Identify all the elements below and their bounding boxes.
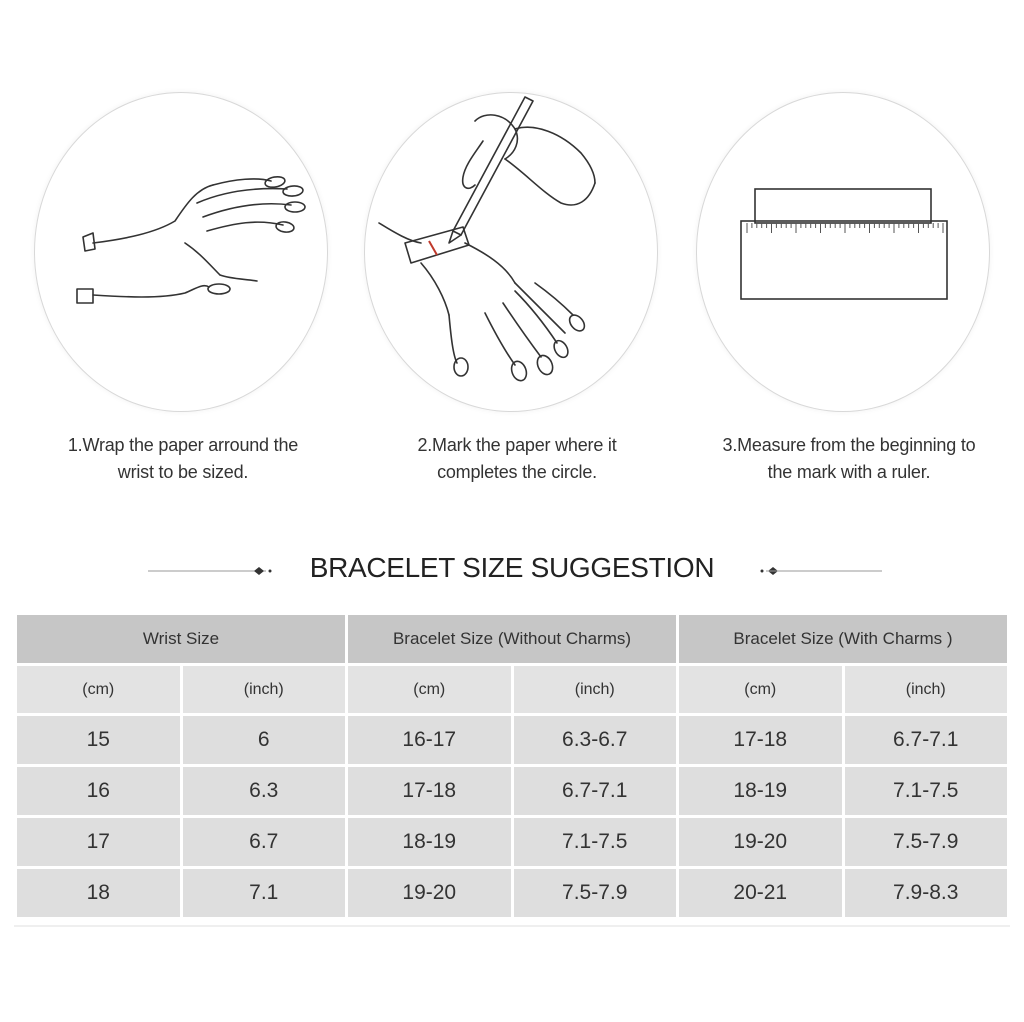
- ruler-icon: [697, 93, 989, 411]
- table-cell: 19-20: [679, 818, 842, 866]
- table-cell: 6.7-7.1: [845, 716, 1008, 764]
- step-1-caption: [18, 432, 348, 486]
- table-cell: 7.1-7.5: [514, 818, 677, 866]
- table-cell: 17-18: [679, 716, 842, 764]
- table-row: [17, 767, 1007, 815]
- title-right-ornament-icon: [756, 548, 886, 592]
- table-units-row: [17, 666, 1007, 713]
- table-cell: 19-20: [348, 869, 511, 917]
- table-cell: 6.3-6.7: [514, 716, 677, 764]
- step-2-illustration: [364, 92, 658, 412]
- header-with-charms: Bracelet Size (With Charms ): [679, 615, 1007, 663]
- header-without-charms: Bracelet Size (Without Charms): [348, 615, 676, 663]
- table-cell: 18-19: [348, 818, 511, 866]
- size-table: [14, 612, 1010, 920]
- step-1-line-1: 1.Wrap the paper arround the: [67, 435, 299, 455]
- step-2-line-2: completes the circle.: [437, 462, 597, 482]
- table-cell: 7.9-8.3: [845, 869, 1008, 917]
- table-bottom-divider: [14, 925, 1010, 927]
- step-2-caption: [352, 432, 682, 486]
- table-cell: 6.7-7.1: [514, 767, 677, 815]
- section-title: BRACELET SIZE SUGGESTION: [309, 552, 715, 583]
- unit-cell: (cm): [348, 666, 511, 713]
- red-mark: [429, 241, 437, 255]
- table-cell: 18-19: [679, 767, 842, 815]
- table-cell: 20-21: [679, 869, 842, 917]
- step-1-illustration: [34, 92, 328, 412]
- table-cell: 17-18: [348, 767, 511, 815]
- wrap-paper-hand-icon: [35, 93, 327, 411]
- header-wrist-size: Wrist Size: [17, 615, 345, 663]
- table-row: [17, 818, 1007, 866]
- table-cell: 7.1-7.5: [845, 767, 1008, 815]
- table-cell: 17: [17, 818, 180, 866]
- unit-cell: (inch): [183, 666, 346, 713]
- table-group-header-row: [17, 615, 1007, 663]
- step-1-line-2: wrist to be sized.: [117, 462, 249, 482]
- table-cell: 7.1: [183, 869, 346, 917]
- table-cell: 6.3: [183, 767, 346, 815]
- pen-mark-hand-icon: [365, 93, 657, 411]
- table-cell: 7.5-7.9: [845, 818, 1008, 866]
- table-row: [17, 716, 1007, 764]
- step-3-caption: [684, 432, 1014, 486]
- unit-cell: (inch): [845, 666, 1008, 713]
- unit-cell: (inch): [514, 666, 677, 713]
- table-cell: 16: [17, 767, 180, 815]
- table-cell: 7.5-7.9: [514, 869, 677, 917]
- step-3-illustration: [696, 92, 990, 412]
- table-cell: 18: [17, 869, 180, 917]
- table-cell: 16-17: [348, 716, 511, 764]
- table-cell: 6: [183, 716, 346, 764]
- step-2-line-1: 2.Mark the paper where it: [417, 435, 617, 455]
- step-3-line-1: 3.Measure from the beginning to: [722, 435, 976, 455]
- section-title-row: [0, 548, 1024, 592]
- table-row: [17, 869, 1007, 917]
- table-cell: 15: [17, 716, 180, 764]
- table-cell: 6.7: [183, 818, 346, 866]
- unit-cell: (cm): [17, 666, 180, 713]
- step-3-line-2: the mark with a ruler.: [767, 462, 931, 482]
- unit-cell: (cm): [679, 666, 842, 713]
